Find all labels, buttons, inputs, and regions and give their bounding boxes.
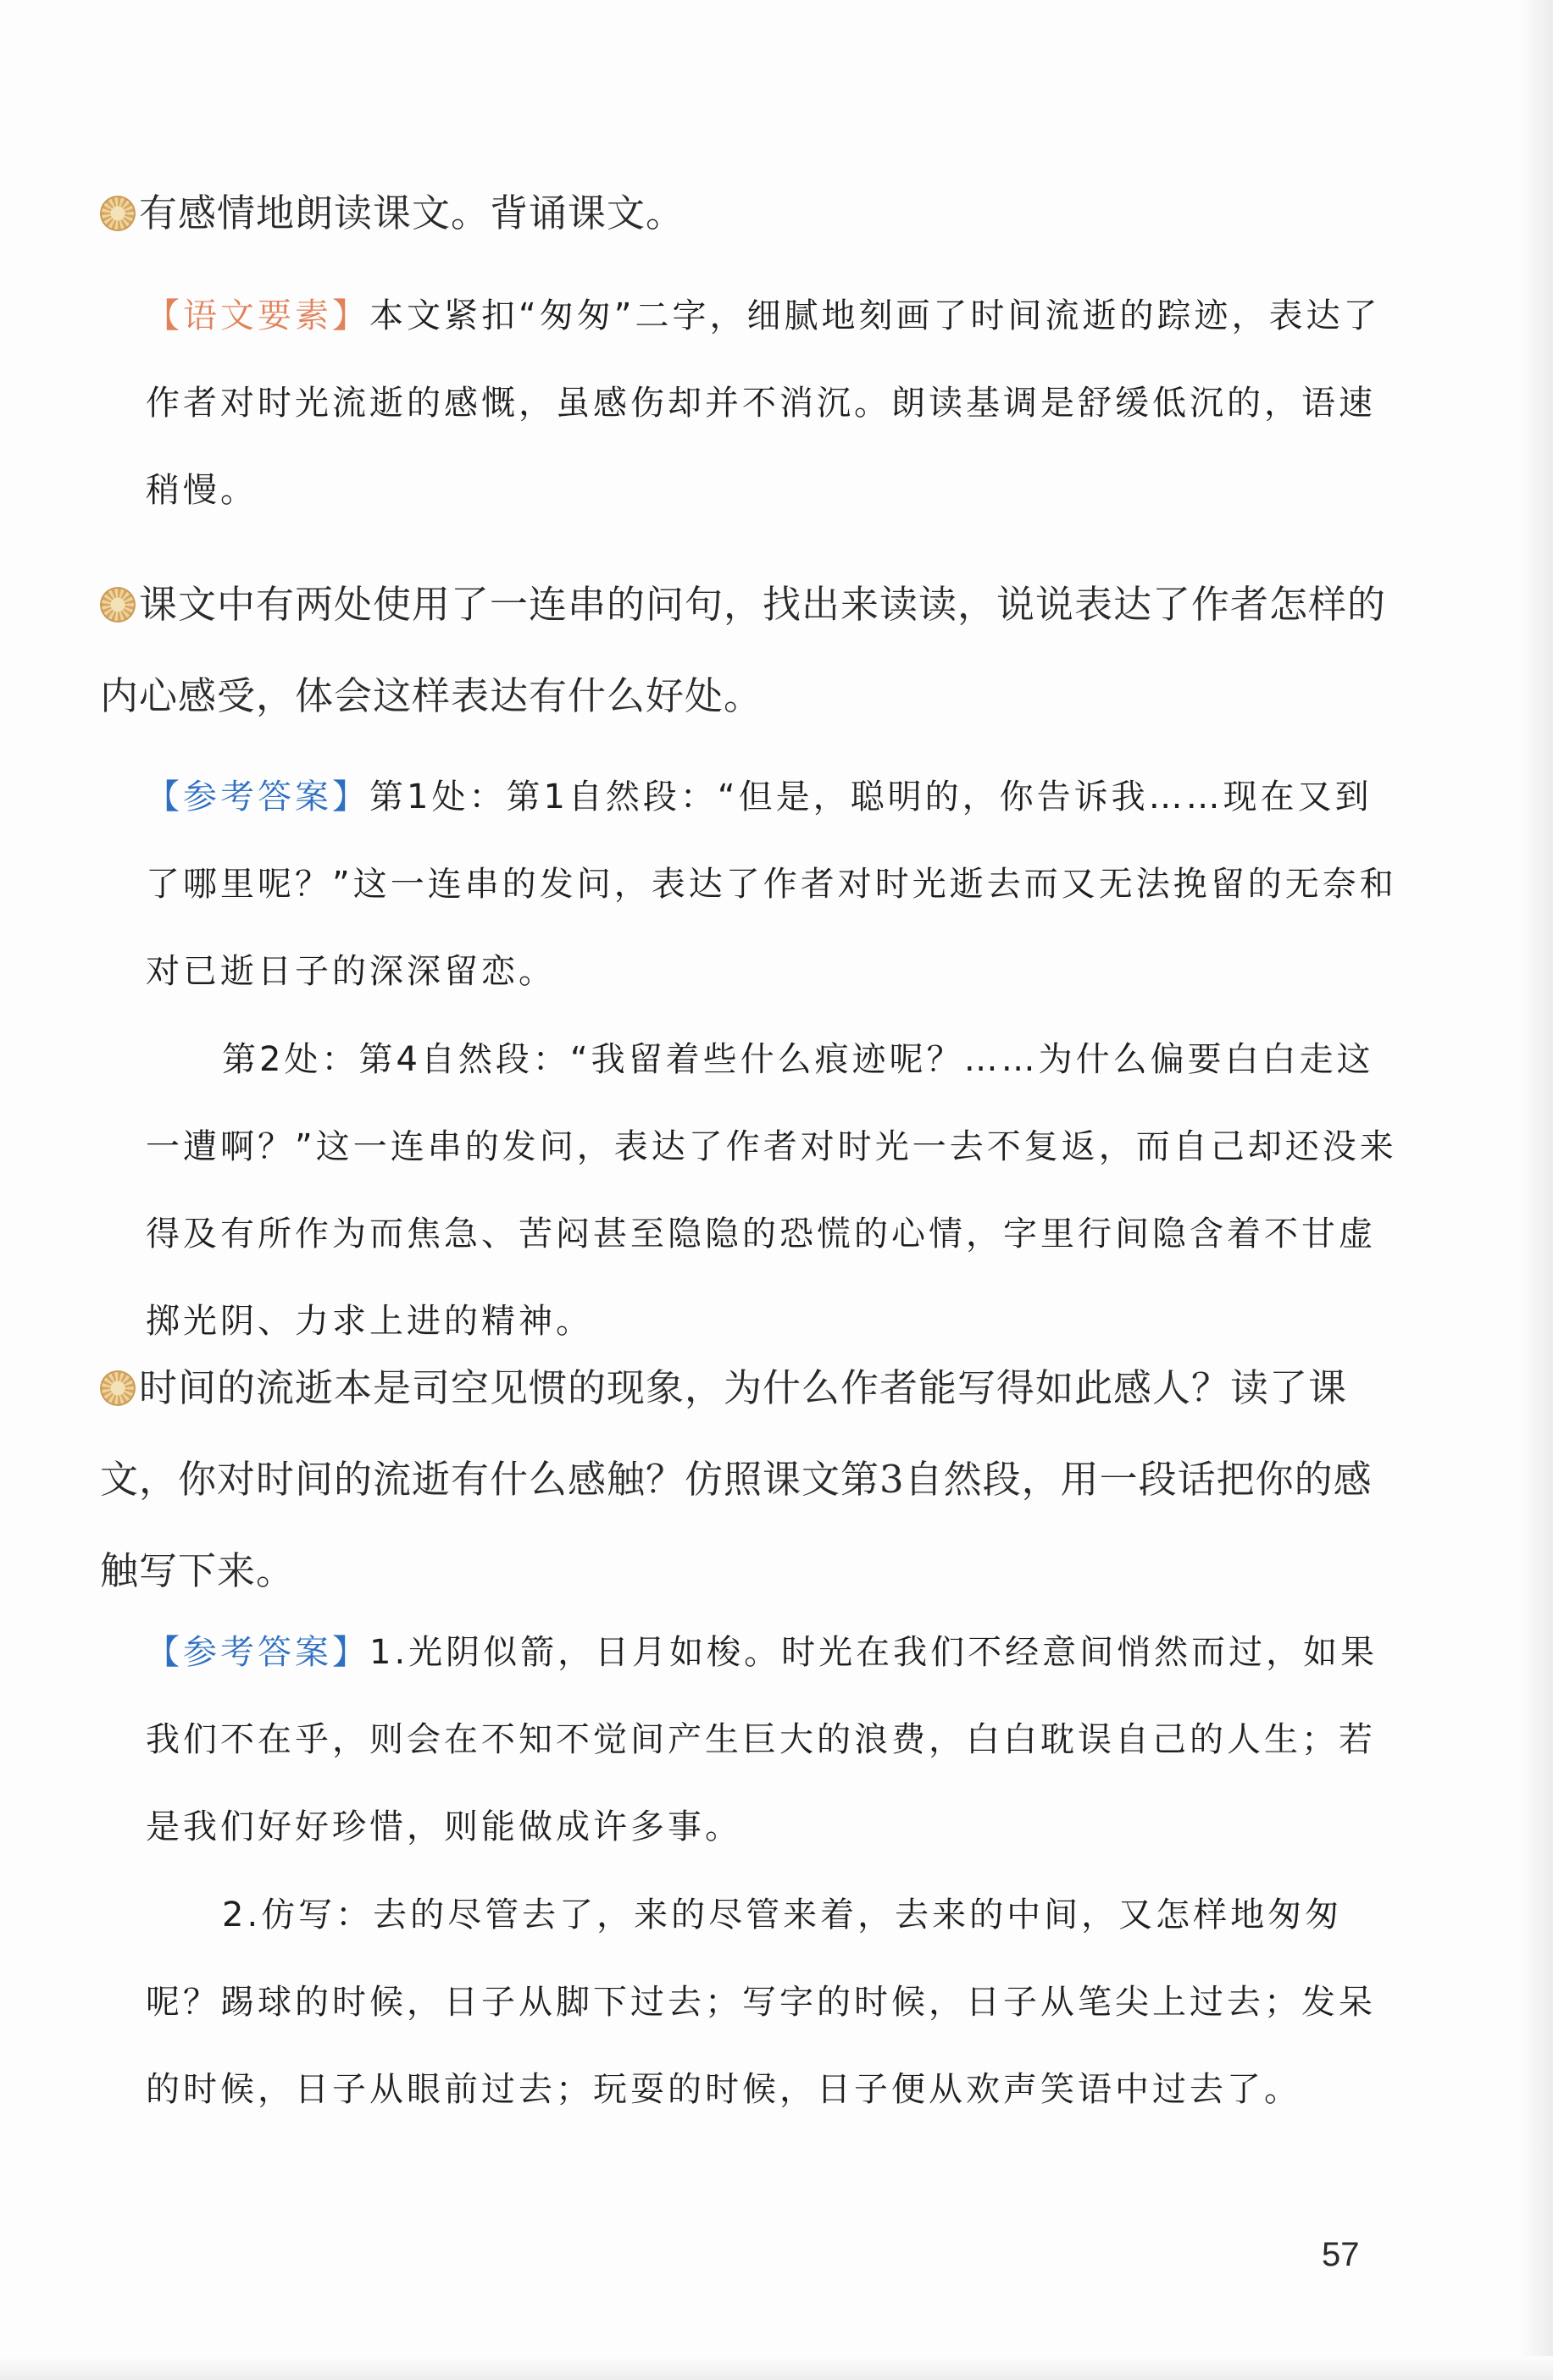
handwritten-answer-3-part-1 <box>146 1609 1400 1871</box>
exercise-item-3 <box>100 1342 1396 1617</box>
answer-text: 1.光阴似箭，日月如梭。时光在我们不经意间悄然而过，如果我们不在乎，则会在不知不觉间产生巨大的浪费，白白耽误自己的人生；若是我们好好珍惜，则能做成许多事。 <box>146 1633 1378 1846</box>
exercise-text: 有感情地朗读课文。背诵课文。 <box>139 191 685 235</box>
flower-bullet-icon <box>100 587 136 623</box>
answer-text: 2.仿写：去的尽管去了，来的尽管来着，去来的中间，又怎样地匆匆呢？踢球的时候，日子从脚下过去；写字的时候，日子从笔尖上过去；发呆的时候，日子从眼前过去；玩耍的时候，日子便从欢声笑语中过去了。 <box>146 1896 1376 2109</box>
answer-text: 第2处：第4自然段：“我留着些什么痕迹呢？……为什么偏要白白走这一遭啊？”这一连串的发问，表达了作者对时光一去不复返，而自己却还没来得及有所作为而焦急、苦闷甚至隐隐的恐慌的心情，字里行间隐含着不甘虚掷光阴、力求上进的精神。 <box>146 1040 1397 1341</box>
answer-tag: 【参考答案】 <box>146 1633 369 1672</box>
handwritten-answer-2-part-1 <box>146 754 1400 1016</box>
exercise-item-2 <box>100 559 1396 742</box>
flower-bullet-icon <box>100 196 136 231</box>
note-text: 本文紧扣“匆匆”二字，细腻地刻画了时间流逝的踪迹，表达了作者对时光流逝的感慨，虽感伤却并不消沉。朗读基调是舒缓低沉的，语速稍慢。 <box>146 296 1381 510</box>
exercise-text: 时间的流逝本是司空见惯的现象，为什么作者能写得如此感人？读了课文，你对时间的流逝有什么感触？仿照课文第3自然段，用一段话把你的感触写下来。 <box>100 1365 1373 1593</box>
page-gutter-shadow <box>1519 0 1553 2380</box>
handwritten-answer-2-part-2 <box>146 1016 1400 1365</box>
page-number: 57 <box>1322 2236 1360 2273</box>
note-tag: 【语文要素】 <box>146 296 369 335</box>
flower-bullet-icon <box>100 1370 136 1406</box>
exercise-item-1 <box>100 168 1396 259</box>
answer-tag: 【参考答案】 <box>146 778 369 816</box>
answer-text: 第1处：第1自然段：“但是，聪明的，你告诉我……现在又到了哪里呢？”这一连串的发问，表达了作者对时光逝去而又无法挽留的无奈和对已逝日子的深深留恋。 <box>146 778 1397 991</box>
handwritten-note-language-element <box>146 273 1400 534</box>
handwritten-answer-3-part-2 <box>146 1872 1400 2134</box>
page-bottom-edge <box>0 2356 1553 2380</box>
exercise-text: 课文中有两处使用了一连串的问句，找出来读读，说说表达了作者怎样的内心感受，体会这样表达有什么好处。 <box>100 582 1387 718</box>
